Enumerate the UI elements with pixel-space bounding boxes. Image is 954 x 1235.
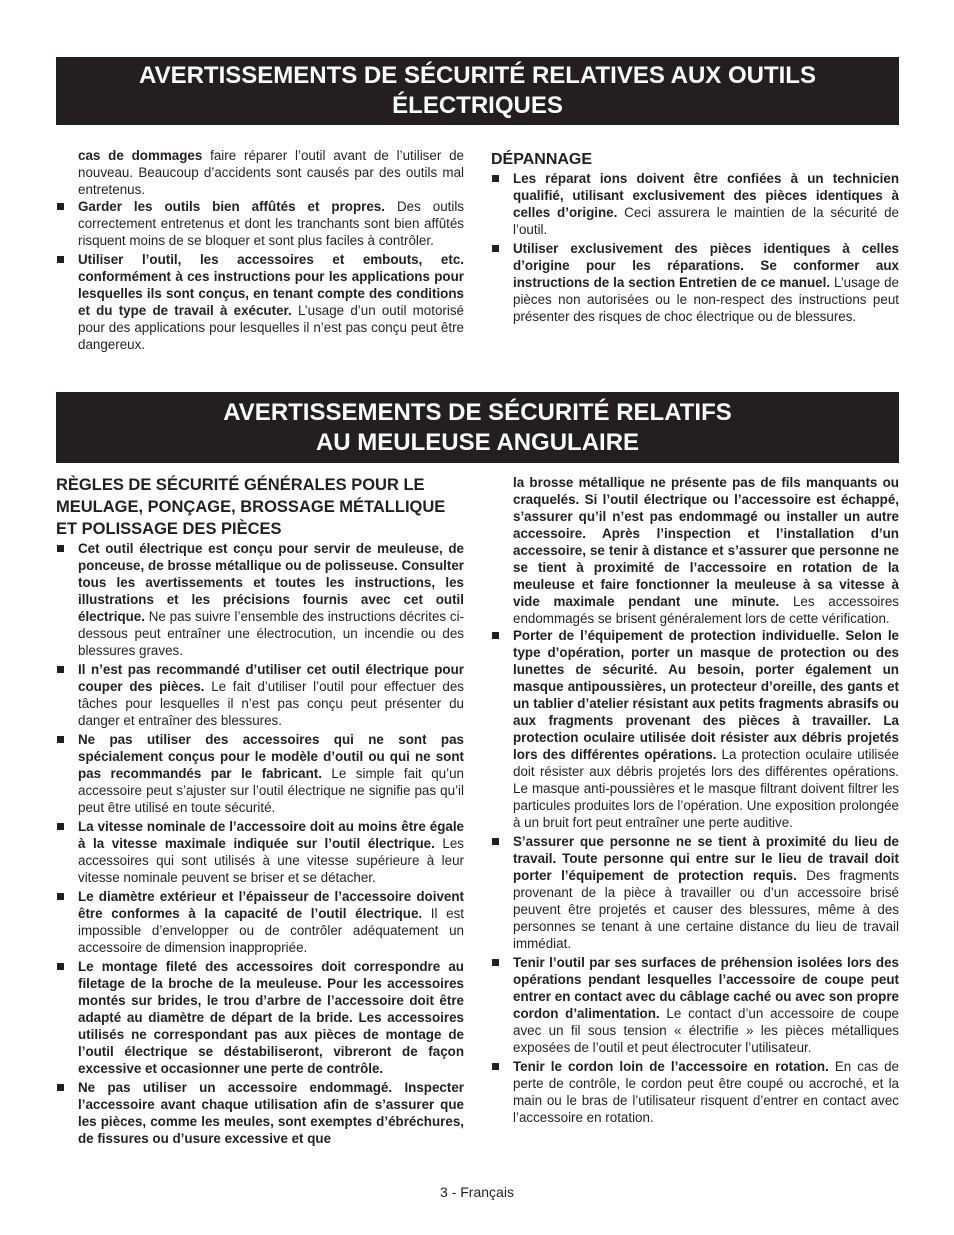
square-bullet-icon [57, 823, 64, 830]
bullet-text: Le simple fait qu’un accessoire peut s’ajuster sur l’outil électrique ne signifie pas qu’il peut être utilisé en toute sécurité. [78, 766, 464, 815]
bullet-item [56, 198, 464, 249]
bullet-item [491, 1058, 899, 1126]
bullet-item [56, 888, 464, 956]
column-power-tools-left [56, 147, 464, 355]
page-footer: 3 - Français [440, 1184, 514, 1200]
banner-title-line-2: ÉLECTRIQUES [392, 92, 563, 119]
square-bullet-icon [492, 245, 499, 252]
bullet-text: Ceci assurera le maintien de la sécurité de l’outil. [513, 205, 899, 237]
bullet-text: Des outils correctement entretenus et dont les tranchants sont bien affûtés risquent moins de se bloquer et sont plus faciles à contrôler. [78, 199, 465, 248]
square-bullet-icon [57, 1084, 64, 1091]
banner-title-line-2: AU MEULEUSE ANGULAIRE [315, 429, 640, 456]
square-bullet-icon [57, 203, 64, 210]
banner-title-line-1: AVERTISSEMENTS DE SÉCURITÉ RELATIVES AUX OUTILS [139, 62, 816, 89]
bullet-text: L’usage d’un outil motorisé pour des applications pour lesquelles il n’est pas conçu peut être dangereux. [78, 303, 464, 352]
bullet-text: Il est impossible d’envelopper ou de contrôler adéquatement un accessoire de dimension inappropriée. [78, 906, 464, 955]
square-bullet-icon [492, 959, 499, 966]
bullet-item [491, 833, 899, 952]
paragraph-text: faire réparer l’outil avant de l’utiliser de nouveau. Beaucoup d’accidents sont causés par des outils mal entretenus. [78, 148, 464, 197]
bullet-bold-text: Garder les outils bien affûtés et propres. [78, 199, 385, 214]
bullet-text: Le fait d’utiliser l’outil pour effectuer des tâches pour lesquelles il n’est pas conçu peut présenter du danger et entraîner des blessures. [78, 679, 464, 728]
bullet-bold-text: Tenir l’outil par ses surfaces de préhension isolées lors des opérations pendant lesquelles l’accessoire de coupe peut entrer en contact avec du câblage caché ou avec son propre cordon d’alimentation. [513, 955, 899, 1021]
bullet-item [56, 540, 464, 659]
bullet-text: Le contact d’un accessoire de coupe avec un fil sous tension « électrifie » les pièces métalliques exposées de l’outil et peut électrocuter l’utilisateur. [513, 1006, 899, 1055]
bullet-text: L’usage de pièces non autorisées ou le non-respect des instructions peut présenter des risques de choc électrique ou de blessures. [513, 275, 899, 324]
bullet-item [56, 1079, 464, 1147]
bullet-bold-text: Tenir le cordon loin de l’accessoire en rotation. [513, 1059, 829, 1074]
square-bullet-icon [57, 893, 64, 900]
bullet-bold-text: Il n’est pas recommandé d’utiliser cet outil électrique pour couper des pièces. [78, 662, 464, 694]
bullet-bold-text: S’assurer que personne ne se tient à proximité du lieu de travail. Toute personne qui entre sur le lieu de travail doit porter l’équipement de protection requis. [513, 834, 899, 883]
bullet-bold-text: La vitesse nominale de l’accessoire doit au moins être égale à la vitesse maximale indiquée sur l’outil électrique. [78, 819, 464, 851]
bullet-item [491, 627, 899, 831]
square-bullet-icon [492, 175, 499, 182]
square-bullet-icon [57, 545, 64, 552]
bullet-bold-text: Ne pas utiliser des accessoires qui ne sont pas spécialement conçus pour le modèle d’outil ou qui ne sont pas recommandés par le fabricant. [78, 732, 464, 781]
bullet-item [491, 170, 899, 238]
bullet-item [491, 240, 899, 325]
section-heading-general-rules: RÈGLES DE SÉCURITÉ GÉNÉRALES POUR LE MEULAGE, PONÇAGE, BROSSAGE MÉTALLIQUE ET POLISSAGE DES PIÈCES [56, 476, 446, 538]
bullet-item [56, 731, 464, 816]
bullet-item [56, 958, 464, 1077]
bullet-bold-text: Utiliser exclusivement des pièces identiques à celles d’origine pour les réparations. Se conformer aux instructions de la section Entretien de ce manuel. [513, 241, 899, 290]
bullet-bold-text: Les réparat ions doivent être confiées à un technicien qualifié, utilisant exclusivement des pièces identiques à celles d’origine. [513, 171, 899, 220]
paragraph-text: Les accessoires endommagés se brisent généralement lors de cette vérification. [513, 594, 899, 626]
paragraph-bold-text: cas de dommages [78, 148, 203, 163]
square-bullet-icon [492, 632, 499, 639]
section-heading-depannage: DÉPANNAGE [491, 151, 593, 168]
square-bullet-icon [57, 736, 64, 743]
section-banner-angle-grinder [56, 392, 899, 463]
bullet-bold-text: Le montage fileté des accessoires doit correspondre au filetage de la broche de la meuleuse. Pour les accessoires montés sur brides, le trou d’arbre de l’accessoire doit être adapté au diamètre de départ de la bride. Les accessoires utilisés ne correspondant pas aux pièces de montage de l’outil électrique se déstabiliseront, vibreront de façon excessive et occasionner une perte de contrôle. [78, 959, 464, 1076]
bullet-text: Les accessoires qui sont utilisés à une vitesse supérieure à leur vitesse nominale peuvent se briser et se détacher. [78, 836, 464, 885]
bullet-item [56, 818, 464, 886]
bullet-text: La protection oculaire utilisée doit résister aux débris projetés lors des différentes opérations. Le masque anti-poussières et le masque filtrant doivent filtrer les particules produites lors de l’opération. Une exposition prolongée à un bruit fort peut entraîner une perte auditive. [513, 747, 899, 830]
square-bullet-icon [492, 1063, 499, 1070]
square-bullet-icon [492, 838, 499, 845]
bullet-item [491, 954, 899, 1056]
bullet-bold-text: Le diamètre extérieur et l’épaisseur de l’accessoire doivent être conformes à la capacité de l’outil électrique. [78, 889, 464, 921]
square-bullet-icon [57, 963, 64, 970]
column-power-tools-right [491, 150, 899, 327]
paragraph-bold-text: la brosse métallique ne présente pas de fils manquants ou craquelés. Si l’outil électrique ou l’accessoire est échappé, s’assurer qu’il n’est pas endommagé ou installer un autre accessoire. Après l’inspection et l’installation d’un accessoire, se tenir à distance et s’assurer que personne ne se tient à proximité de l’accessoire en rotation de la meuleuse et faire fonctionner la meuleuse à sa vitesse à vide maximale pendant une minute. [513, 475, 899, 609]
continued-paragraph [56, 147, 464, 198]
column-grinder-left [56, 474, 464, 1149]
column-grinder-right [491, 474, 899, 1128]
bullet-bold-text: Porter de l’équipement de protection individuelle. Selon le type d’opération, porter un masque de protection ou des lunettes de sécurité. Au besoin, porter également un masque antipoussières, un protecteur d’oreille, des gants et un tablier d’atelier résistant aux petits fragments abrasifs ou aux fragments provenant des pièces à travailler. La protection oculaire utilisée doit résister aux débris projetés lors des différentes opérations. [513, 628, 899, 762]
bullet-text: Ne pas suivre l’ensemble des instructions décrites ci-dessous peut entraîner une électrocution, un incendie ou des blessures graves. [78, 609, 464, 658]
bullet-text: Des fragments provenant de la pièce à travailler ou d’un accessoire brisé peuvent être projetés et causer des blessures, même à des personnes se tenant à une certaine distance du lieu de travail immédiat. [513, 868, 900, 951]
bullet-item [56, 661, 464, 729]
square-bullet-icon [57, 666, 64, 673]
bullet-text: En cas de perte de contrôle, le cordon peut être coupé ou accroché, et la main ou le bras de l’utilisateur risquent d’entrer en contact avec l’accessoire en rotation. [513, 1059, 899, 1125]
bullet-bold-text: Ne pas utiliser un accessoire endommagé. Inspecter l’accessoire avant chaque utilisation afin de s’assurer que les pièces, comme les meules, sont exemptes d’ébréchures, de fissures ou d’usure excessive et que [78, 1080, 464, 1146]
banner-title-line-1: AVERTISSEMENTS DE SÉCURITÉ RELATIFS [223, 399, 732, 426]
bullet-item [56, 251, 464, 353]
bullet-bold-text: Utiliser l’outil, les accessoires et embouts, etc. conformément à ces instructions pour les applications pour lesquelles ils sont conçus, en tenant compte des conditions et du type de travail à exécuter. [78, 252, 464, 318]
square-bullet-icon [57, 256, 64, 263]
bullet-bold-text: Cet outil électrique est conçu pour servir de meuleuse, de ponceuse, de brosse métallique ou de polisseuse. Consulter tous les avertissements et toutes les instructions, les illustrations et les précisions fournis avec cet outil électrique. [78, 541, 464, 624]
continued-paragraph [491, 474, 899, 627]
section-banner-power-tools [56, 57, 899, 125]
